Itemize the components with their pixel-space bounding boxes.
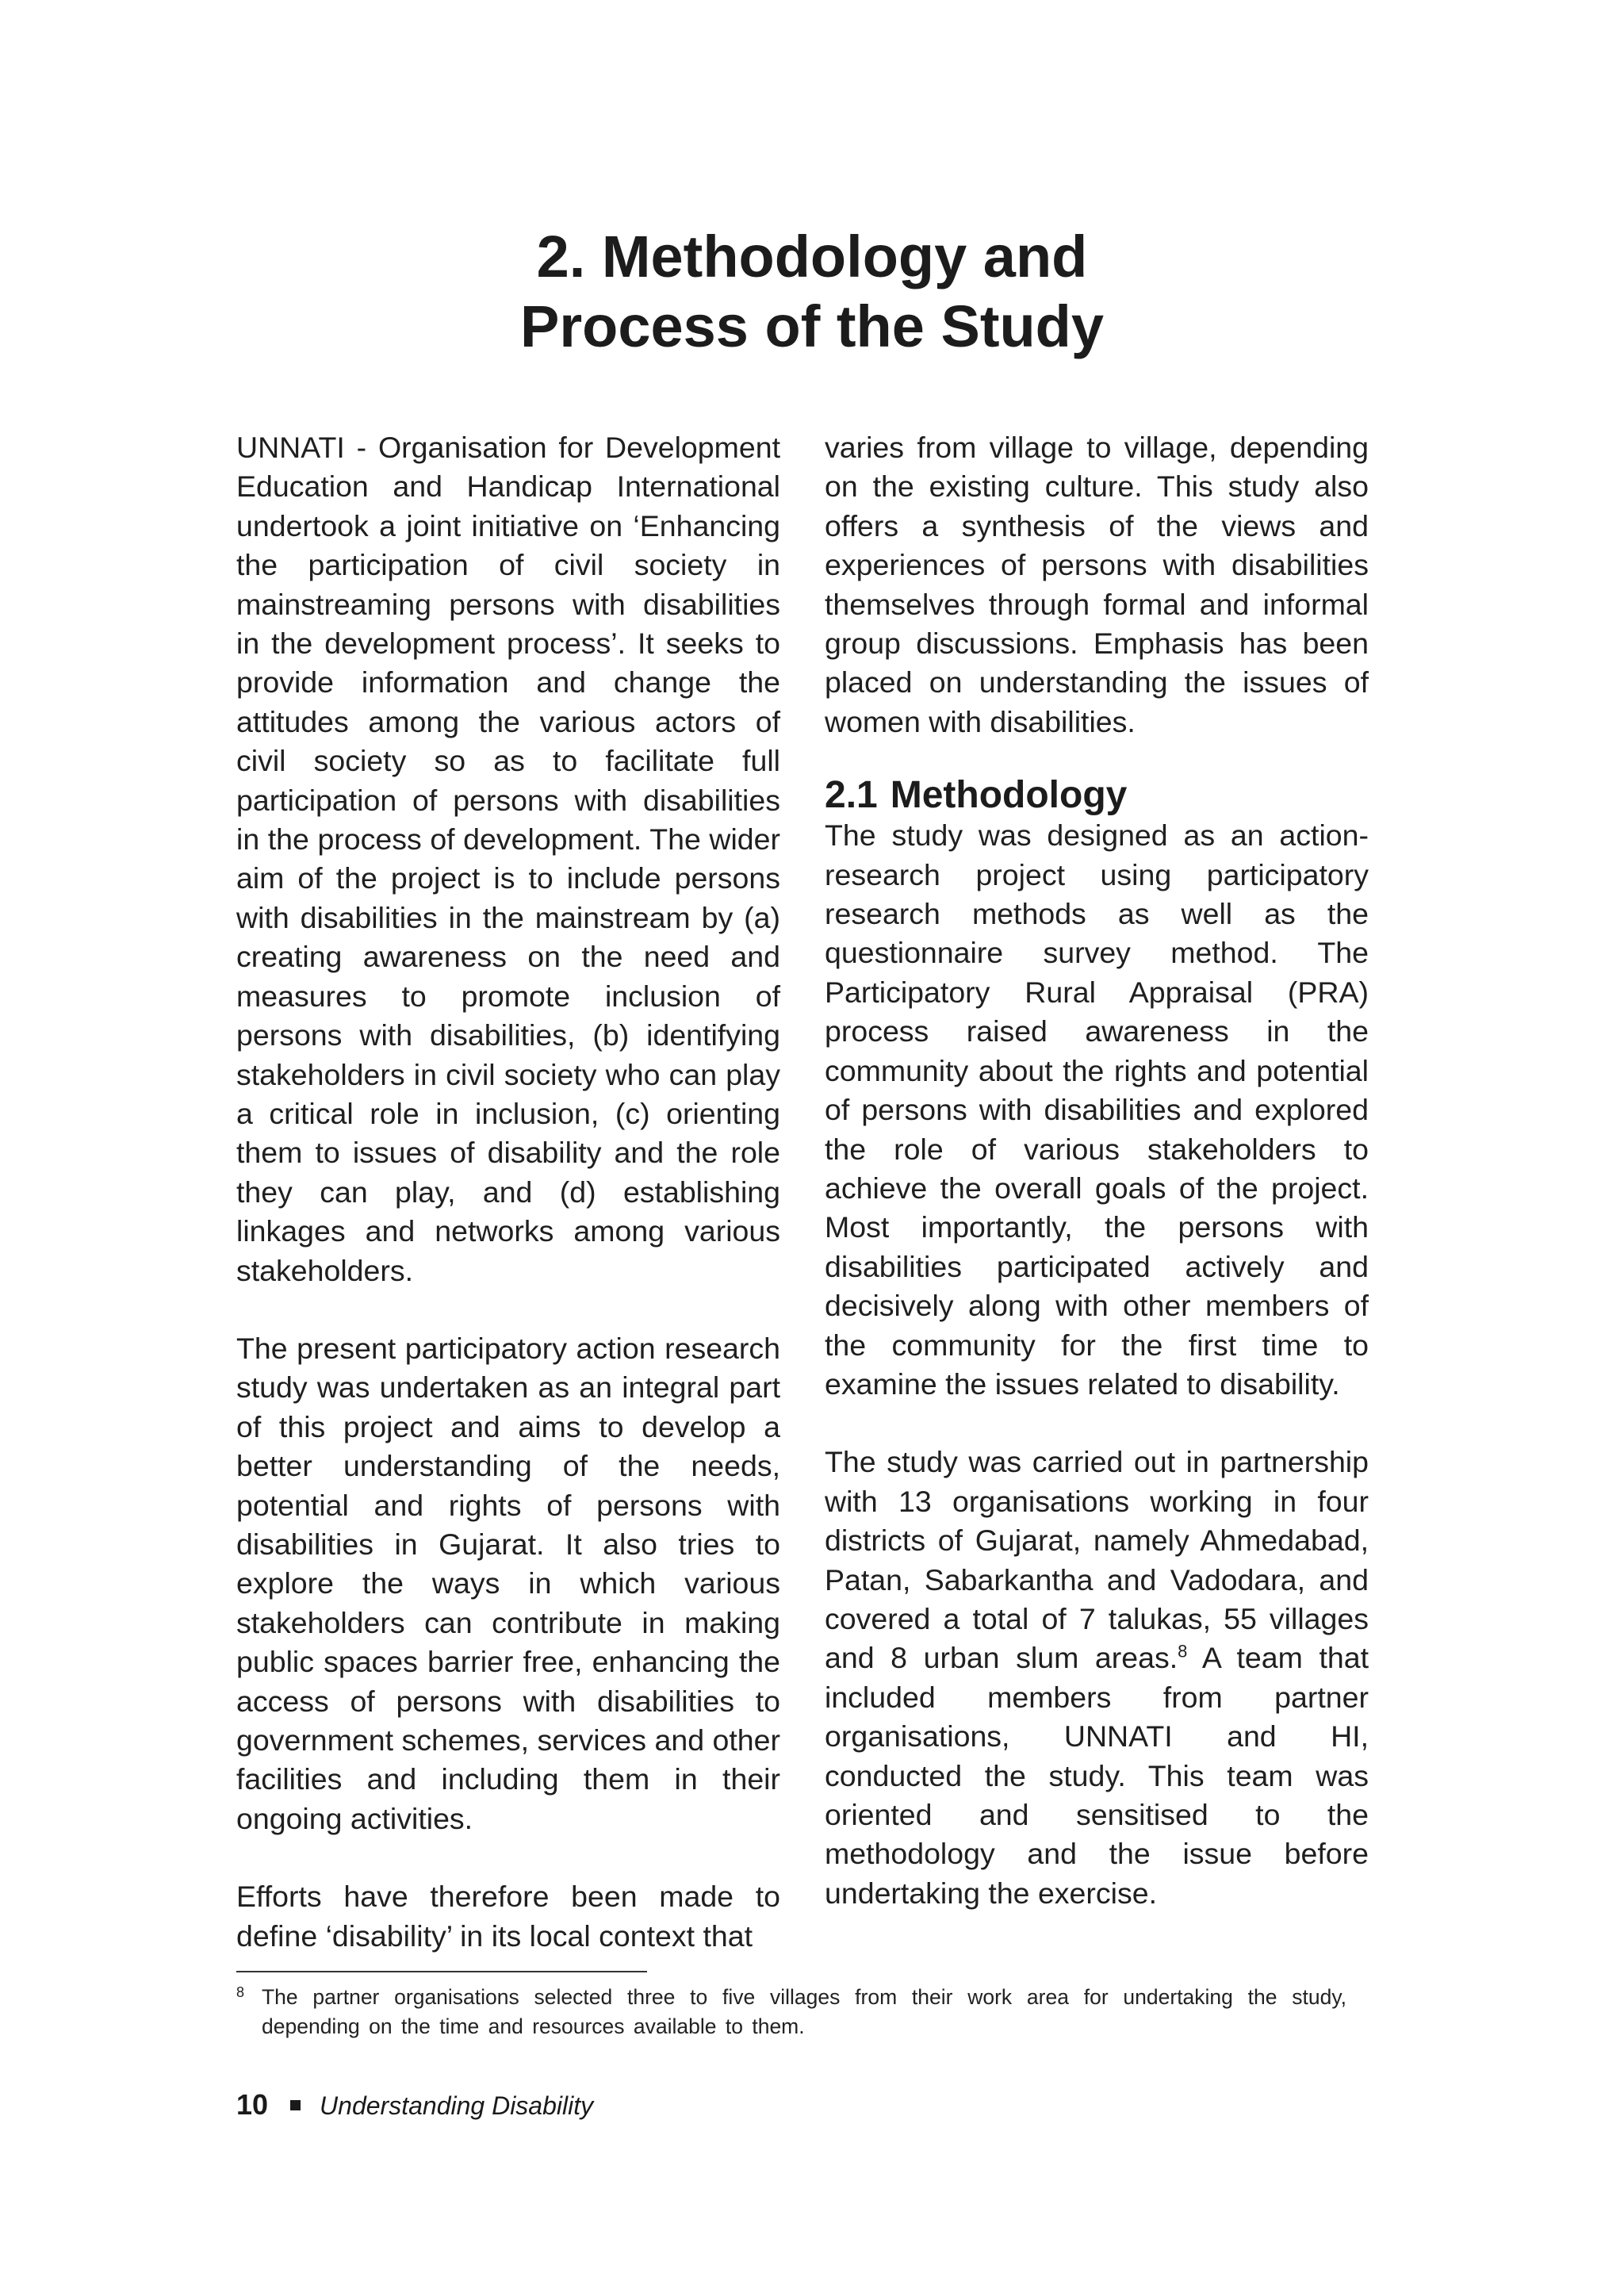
square-bullet-icon [290, 2100, 301, 2110]
body-paragraph: The study was designed as an action-research project using participatory research methods as well as the questionnaire survey method. The Participatory Rural Appraisal (PRA) process raised awareness in the community about the rights and potential of persons with disabilities and explored the role of various stakeholders to achieve the overall goals of the project. Most importantly, the persons with disabilities participated actively and decisively along with other members of the community for the first time to examine the issues related to disability. [825, 818, 1369, 1401]
section-number: 2.1 [825, 774, 878, 817]
chapter-title-line-1: 2. Methodology and [536, 224, 1088, 289]
footnote-text: The partner organisations selected three to five villages from their work area for undertaking the study, depending on the time and resources available to them. [262, 1985, 1346, 2038]
footnote-divider [236, 1971, 647, 1972]
section-title: Methodology [890, 774, 1128, 817]
page-footer [236, 2087, 593, 2123]
paragraph-text: The study was carried out in partnership with 13 organisations working in four districts of Gujarat, namely Ahmedabad, Patan, Sabarkantha and Vadodara, and covered a total of 7 talukas, 55 villages and 8 urban slum areas. [825, 1445, 1369, 1675]
left-column [236, 428, 780, 1956]
footnote [236, 1983, 1346, 2041]
chapter-title-line-2: Process of the Study [519, 293, 1105, 359]
body-paragraph: UNNATI - Organisation for Development Education and Handicap International undertook a joint initiative on ‘Enhancing the participation of civil society in mainstreaming persons with disabilities in the development process’. It seeks to provide information and change the attitudes among the various actors of civil society so as to facilitate full participation of persons with disabilities in the process of development. The wider aim of the project is to include persons with disabilities in the mainstream by (a) creating awareness on the need and measures to promote inclusion of persons with disabilities, (b) identifying stakeholders in civil society who can play a critical role in inclusion, (c) orienting them to issues of disability and the role they can play, and (d) establishing linkages and networks among various stakeholders. [236, 431, 780, 1287]
footnote-reference[interactable]: 8 [1178, 1641, 1188, 1662]
body-paragraph-continuation: varies from village to village, depending on the existing culture. This study also offers a synthesis of the views and experiences of persons with disabilities themselves through formal and informal group discussions. Emphasis has been placed on understanding the issues of women with disabilities. [825, 431, 1369, 738]
body-paragraph: The present participatory action research study was undertaken as an integral part of this project and aims to develop a better understanding of the needs, potential and rights of persons with disabilities in Gujarat. It also tries to explore the ways in which various stakeholders can contribute in making public spaces barrier free, enhancing the access of persons with disabilities to government schemes, services and other facilities and including them in their ongoing activities. [236, 1331, 780, 1835]
page-number: 10 [236, 2088, 269, 2121]
chapter-title [0, 222, 1624, 362]
footnote-mark: 8 [236, 1984, 245, 2000]
running-title: Understanding Disability [320, 2091, 594, 2120]
right-column [825, 428, 1369, 1913]
body-paragraph: Efforts have therefore been made to define ‘disability’ in its local context that [236, 1880, 780, 1953]
paragraph-text: A team that included members from partner organisations, UNNATI and HI, conducted the study. This team was oriented and sensitised to the methodology and the issue before undertaking the exercise. [825, 1641, 1369, 1910]
section-heading [825, 772, 1369, 816]
body-paragraph [825, 1443, 1369, 1913]
